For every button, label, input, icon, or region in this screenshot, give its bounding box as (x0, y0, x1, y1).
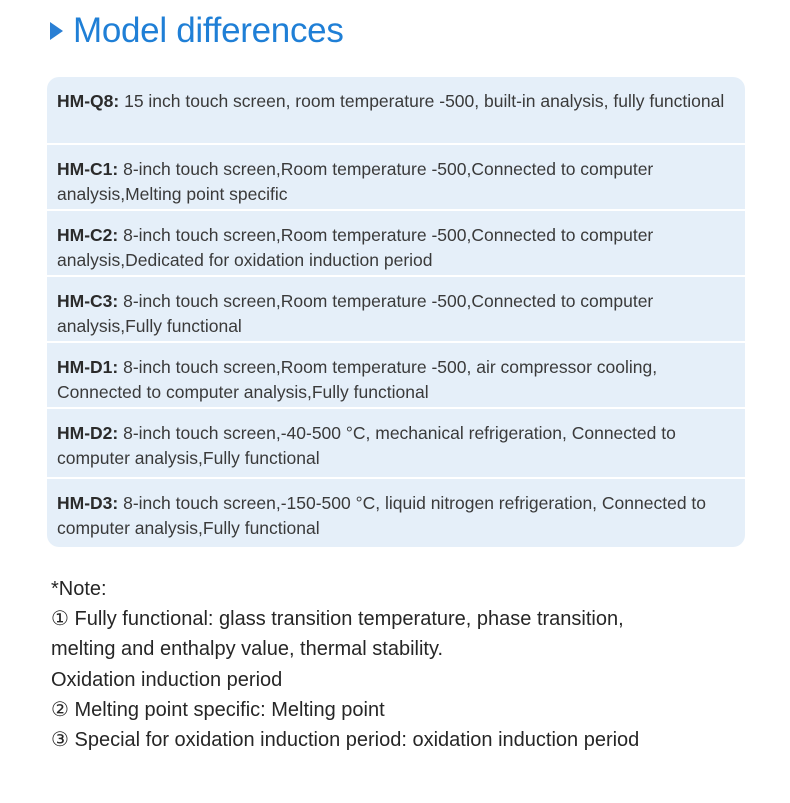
model-name: HM-Q8: (57, 91, 120, 111)
model-description: 8-inch touch screen,Room temperature -500, air compressor cooling, Connected to computer analysis,Fully functional (57, 357, 658, 402)
model-table (47, 77, 745, 547)
model-name: HM-D1: (57, 357, 119, 377)
triangle-bullet-icon (50, 22, 63, 40)
notes-section (51, 574, 771, 755)
model-name: HM-C1: (57, 159, 119, 179)
model-description: 8-inch touch screen,-150-500 °C, liquid nitrogen refrigeration, Connected to computer analysis,Fully functional (57, 493, 707, 538)
model-description: 8-inch touch screen,Room temperature -500,Connected to computer analysis,Dedicated for oxidation induction period (57, 225, 654, 270)
note-line: Oxidation induction period (51, 668, 283, 691)
note-line: melting and enthalpy value, thermal stability. (51, 638, 444, 661)
model-name: HM-D2: (57, 423, 119, 443)
model-row-hm-d1 (47, 343, 745, 407)
model-row-hm-c3 (47, 277, 745, 341)
model-name: HM-D3: (57, 493, 119, 513)
model-description: 8-inch touch screen,-40-500 °C, mechanical refrigeration, Connected to computer analysis,Fully functional (57, 423, 676, 468)
note-line: ③ Special for oxidation induction period: oxidation induction period (51, 729, 640, 752)
note-line: ① Fully functional: glass transition temperature, phase transition, (51, 608, 624, 631)
model-name: HM-C2: (57, 225, 119, 245)
model-row-hm-q8 (47, 77, 745, 143)
model-description: 15 inch touch screen, room temperature -500, built-in analysis, fully functional (119, 91, 725, 111)
notes-heading: *Note: (51, 578, 107, 600)
model-row-hm-d3 (47, 479, 745, 547)
model-row-hm-c1 (47, 145, 745, 209)
model-name: HM-C3: (57, 291, 119, 311)
model-row-hm-d2 (47, 409, 745, 477)
model-description: 8-inch touch screen,Room temperature -500,Connected to computer analysis,Melting point specific (57, 159, 654, 204)
model-row-hm-c2 (47, 211, 745, 275)
page-title: Model differences (73, 11, 344, 50)
model-description: 8-inch touch screen,Room temperature -500,Connected to computer analysis,Fully functional (57, 291, 654, 336)
section-header (50, 8, 344, 54)
note-line: ② Melting point specific: Melting point (51, 698, 385, 721)
